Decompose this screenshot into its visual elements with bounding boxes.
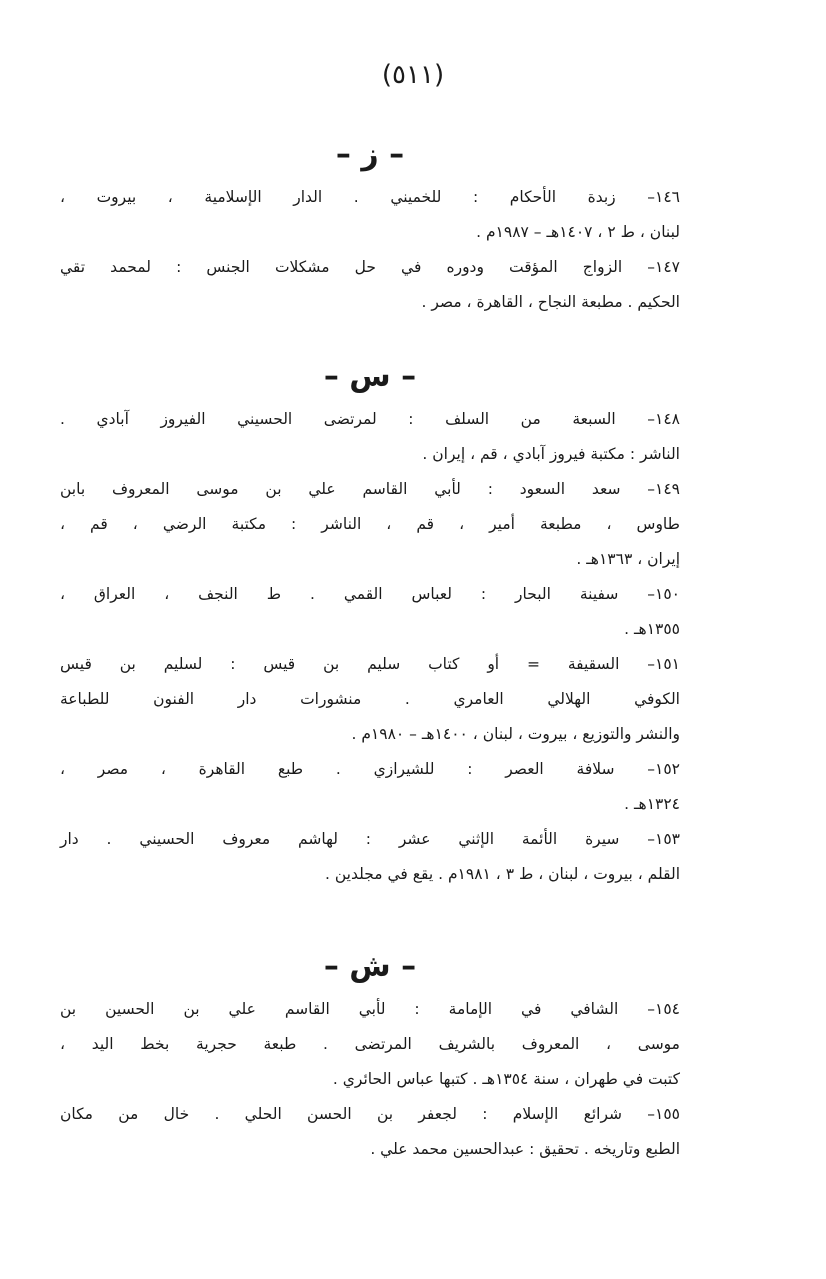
entry-line: ١٤٩– سعد السعود : لأبي القاسم علي بن موسى المعروف بابن <box>60 480 680 498</box>
entry-line: الحكيم . مطبعة النجاح ، القاهرة ، مصر . <box>421 293 680 311</box>
entry-line: إيران ، ١٣٦٣هـ . <box>576 550 680 568</box>
section-seen <box>60 352 680 892</box>
entry-line: ١٥١– السقيفة = أو كتاب سليم بن قيس : لسليم بن قيس <box>60 655 680 673</box>
entry-line: ١٥٣– سيرة الأئمة الإثني عشر : لهاشم معروف الحسيني . دار <box>60 830 680 848</box>
entry-line: ١٥٢– سلافة العصر : للشيرازي . طبع القاهرة ، مصر ، <box>60 760 680 778</box>
section-sheen <box>60 942 680 1167</box>
section-heading: – ش – <box>323 949 417 984</box>
entry-line: ١٤٦– زبدة الأحكام : للخميني . الدار الإسلامية ، بيروت ، <box>60 188 680 206</box>
entry-line: ١٥٤– الشافي في الإمامة : لأبي القاسم علي بن الحسين بن <box>60 1000 680 1018</box>
entry-line: ١٥٥– شرائع الإسلام : لجعفر بن الحسن الحلي . خال من مكان <box>60 1105 680 1123</box>
entry-line: كتبت في طهران ، سنة ١٣٥٤هـ . كتبها عباس الحائري . <box>332 1070 680 1088</box>
entry-line: طاوس ، مطبعة أمير ، قم ، الناشر : مكتبة الرضي ، قم ، <box>60 515 680 533</box>
section-heading: – ز – <box>335 137 405 172</box>
entry-line: لبنان ، ط ٢ ، ١٤٠٧هـ – ١٩٨٧م . <box>476 223 680 241</box>
page-number: (٥١١) <box>381 60 445 90</box>
entry-line: ١٤٧– الزواج المؤقت ودوره في حل مشكلات الجنس : لمحمد تقي <box>60 258 680 276</box>
entry-line: القلم ، بيروت ، لبنان ، ط ٣ ، ١٩٨١م . يقع في مجلدين . <box>325 865 680 883</box>
entry-line: والنشر والتوزيع ، بيروت ، لبنان ، ١٤٠٠هـ – ١٩٨٠م . <box>351 725 680 743</box>
entry-line: الطبع وتاريخه . تحقيق : عبدالحسين محمد علي . <box>370 1140 680 1158</box>
entry-line: الكوفي الهلالي العامري . منشورات دار الفنون للطباعة <box>60 690 680 708</box>
entry-line: ١٣٢٤هـ . <box>624 795 680 813</box>
entry-line: ١٥٠– سفينة البحار : لعباس القمي . ط النجف ، العراق ، <box>60 585 680 603</box>
section-zay <box>60 130 680 320</box>
entry-line: موسى ، المعروف بالشريف المرتضى . طبعة حجرية بخط اليد ، <box>60 1035 680 1053</box>
entry-line: ١٣٥٥هـ . <box>624 620 680 638</box>
section-heading: – س – <box>323 359 417 394</box>
entry-line: الناشر : مكتبة فيروز آبادي ، قم ، إيران . <box>422 445 680 463</box>
entry-line: ١٤٨– السبعة من السلف : لمرتضى الحسيني الفيروز آبادي . <box>60 410 680 428</box>
